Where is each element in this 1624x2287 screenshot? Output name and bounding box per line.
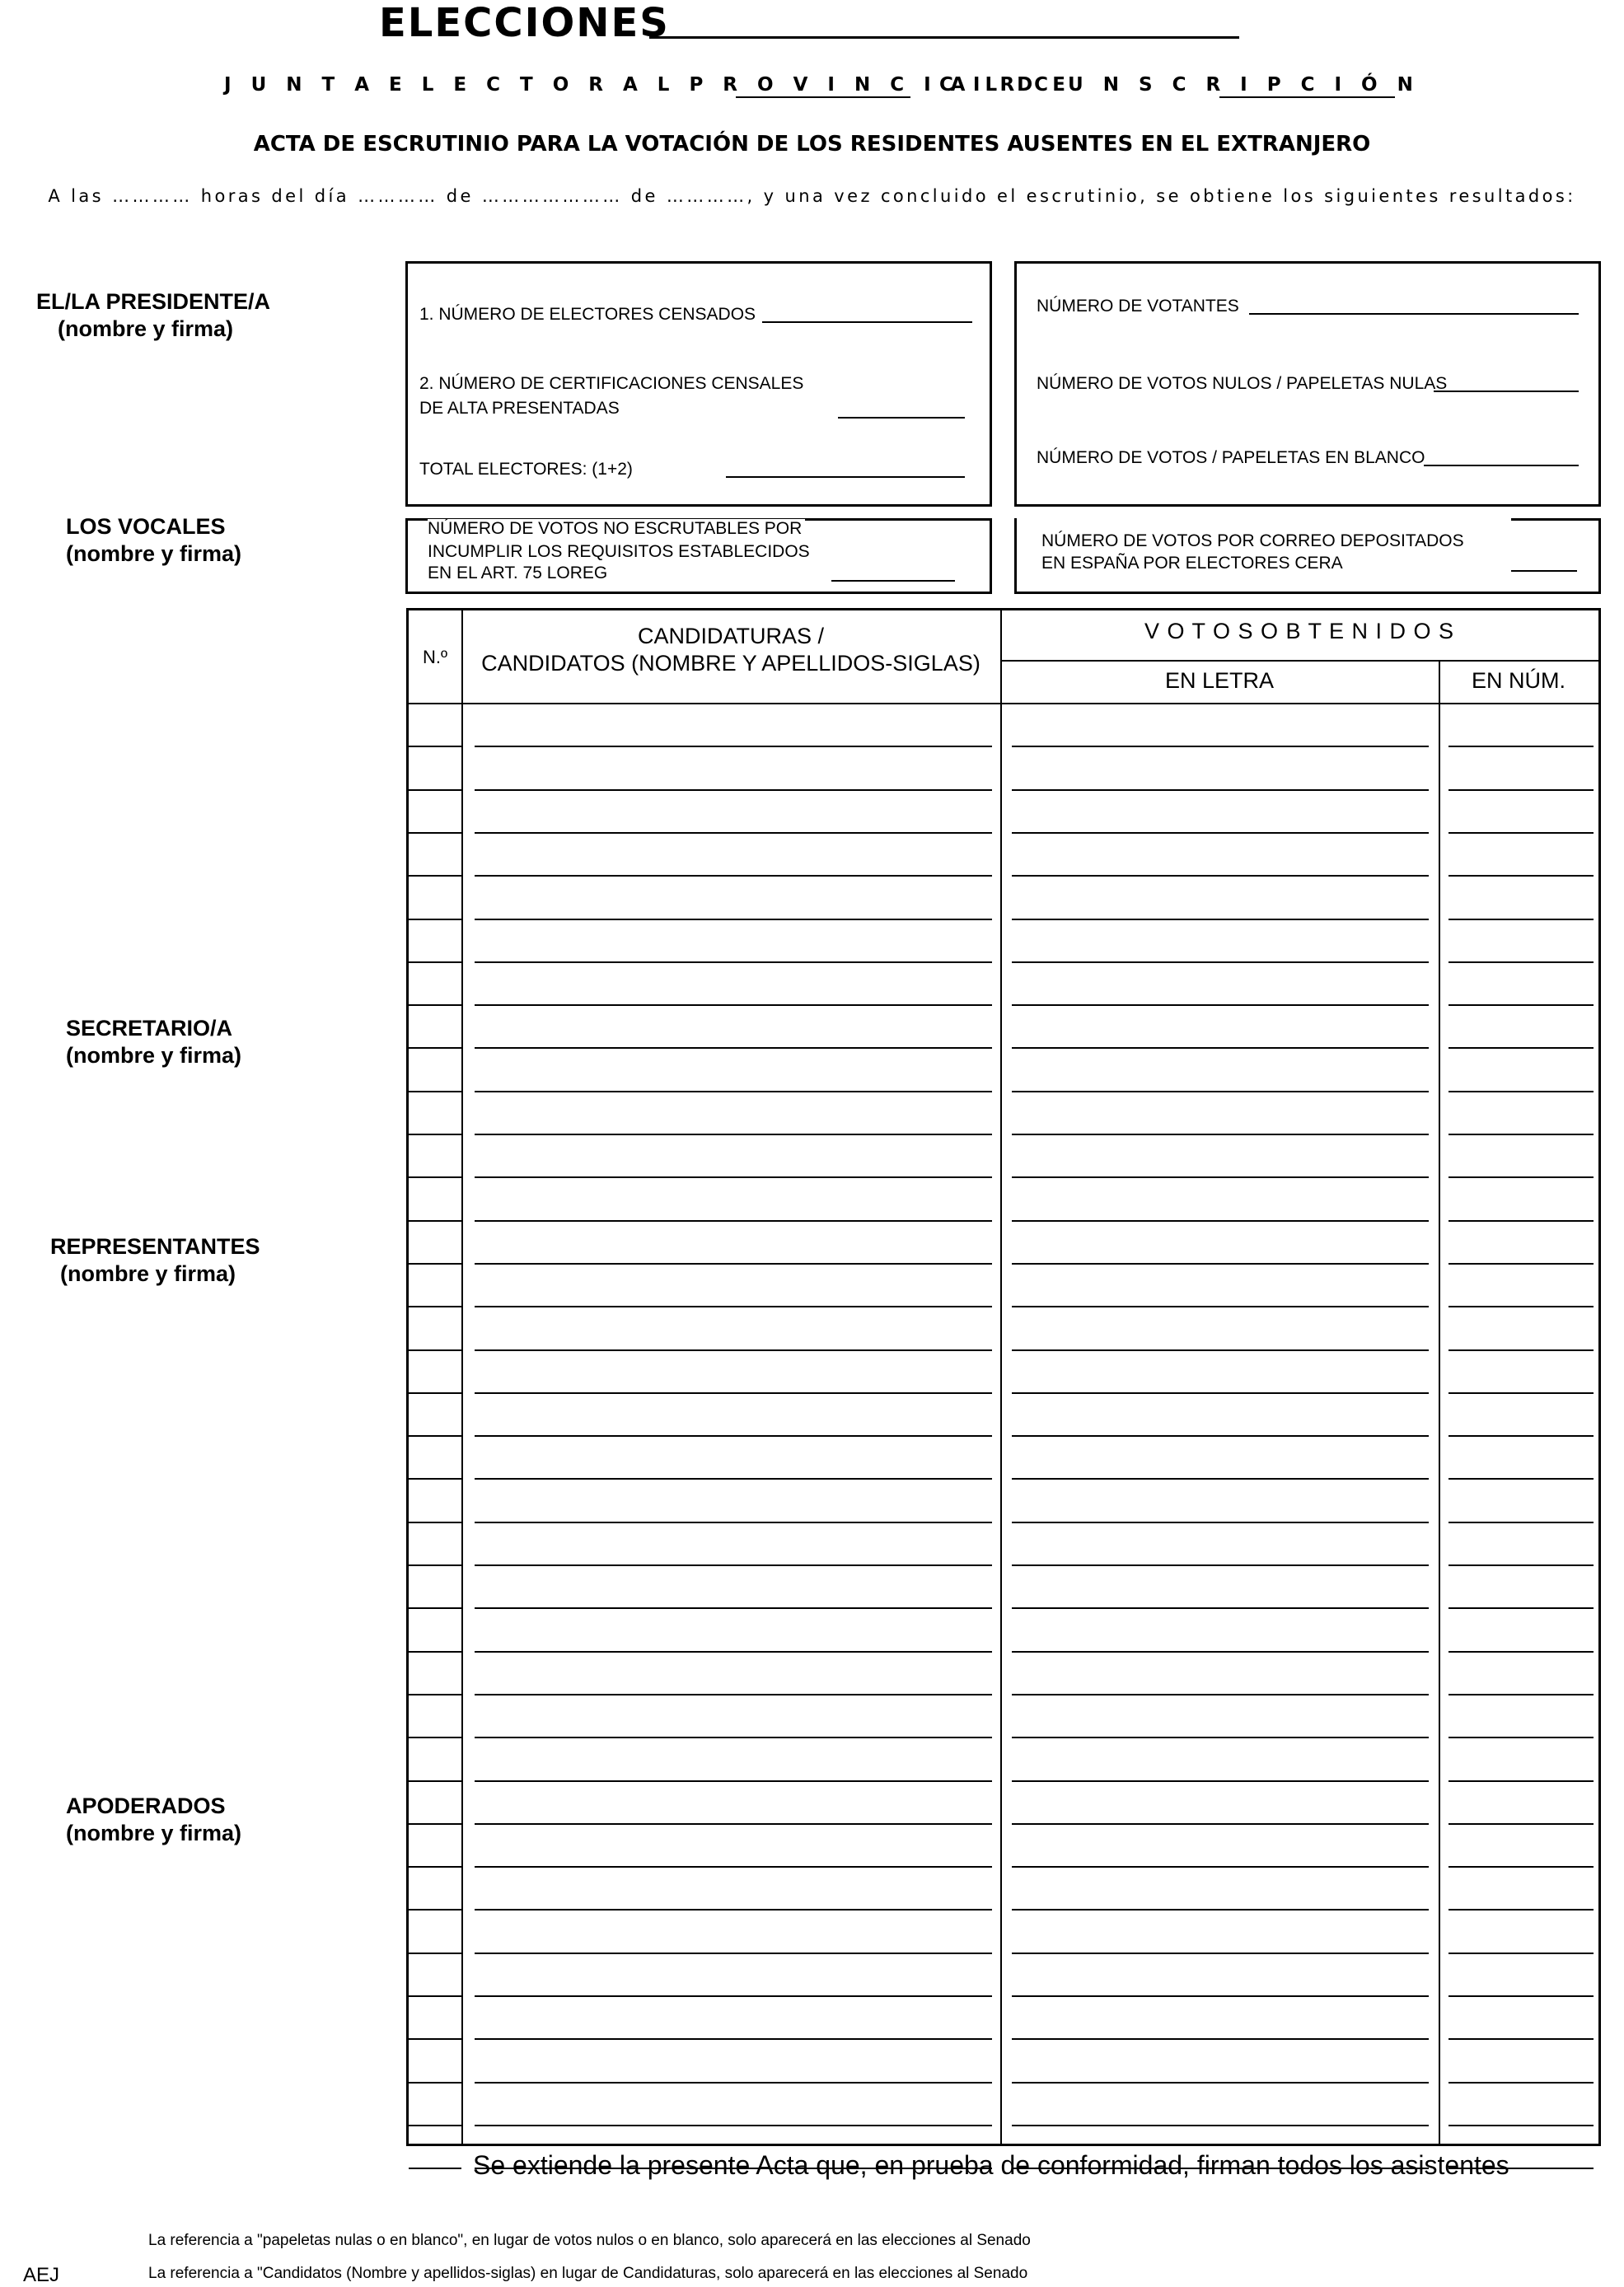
row-numero-line[interactable] — [1448, 2082, 1594, 2084]
row-candidatura-line[interactable] — [475, 1306, 992, 1307]
no-escrutables-label-2: INCUMPLIR LOS REQUISITOS ESTABLECIDOS — [428, 542, 810, 561]
row-letra-line[interactable] — [1012, 1435, 1429, 1437]
row-candidatura-line[interactable] — [475, 1176, 992, 1178]
row-candidatura-line[interactable] — [475, 1522, 992, 1523]
circunscripcion-blank[interactable] — [1219, 96, 1395, 98]
row-candidatura-line[interactable] — [475, 961, 992, 963]
row-candidatura-line[interactable] — [475, 1909, 992, 1911]
row-letra-line[interactable] — [1012, 1091, 1429, 1092]
row-numero-line[interactable] — [1448, 961, 1594, 963]
row-letra-line[interactable] — [1012, 1823, 1429, 1825]
row-candidatura-line[interactable] — [475, 1995, 992, 1997]
row-numero-line[interactable] — [1448, 1392, 1594, 1394]
correo-blank[interactable] — [1511, 570, 1577, 572]
row-letra-line[interactable] — [1012, 1176, 1429, 1178]
document-code: AEJ — [23, 2264, 60, 2286]
row-letra-line[interactable] — [1012, 1651, 1429, 1653]
row-candidatura-line[interactable] — [475, 2082, 992, 2084]
row-letra-line[interactable] — [1012, 746, 1429, 747]
row-candidatura-line[interactable] — [475, 1263, 992, 1265]
row-number-cell[interactable] — [409, 1737, 461, 1738]
row-candidatura-line[interactable] — [475, 1953, 992, 1954]
row-number-cell[interactable] — [409, 789, 461, 791]
row-number-cell[interactable] — [409, 1047, 461, 1049]
row-numero-line[interactable] — [1448, 2038, 1594, 2040]
row-letra-line[interactable] — [1012, 919, 1429, 920]
row-candidatura-line[interactable] — [475, 1780, 992, 1782]
row-numero-line[interactable] — [1448, 1953, 1594, 1954]
secretario-label: SECRETARIO/A — [66, 1016, 233, 1041]
electores-censados-blank[interactable] — [762, 321, 972, 323]
acta-title: ACTA DE ESCRUTINIO PARA LA VOTACIÓN DE LOS RESIDENTES AUSENTES EN EL EXTRANJERO — [253, 132, 1371, 157]
row-numero-line[interactable] — [1448, 832, 1594, 834]
note-papeletas: La referencia a "papeletas nulas o en blanco", en lugar de votos nulos o en blanco, solo aparecerá en las elecciones al Senado — [148, 2232, 1031, 2249]
junta-label: J U N T A E L E C T O R A L P R O V I N C I A L D E — [224, 74, 1072, 96]
votos-header-divider — [1000, 660, 1598, 662]
secretario-sub: (nombre y firma) — [66, 1043, 242, 1068]
row-candidatura-line[interactable] — [475, 2125, 992, 2126]
apoderados-label: APODERADOS — [66, 1794, 226, 1818]
electores-box — [405, 261, 992, 507]
row-numero-line[interactable] — [1448, 1176, 1594, 1178]
election-title: ELECCIONES — [379, 0, 670, 46]
votos-nulos-blank[interactable] — [1434, 391, 1579, 392]
row-number-cell[interactable] — [409, 746, 461, 747]
signature-secretario — [66, 1015, 241, 1069]
apoderados-sub: (nombre y firma) — [66, 1821, 242, 1845]
row-candidatura-line[interactable] — [475, 1823, 992, 1825]
row-letra-line[interactable] — [1012, 2038, 1429, 2040]
row-letra-line[interactable] — [1012, 1866, 1429, 1868]
row-number-cell[interactable] — [409, 1564, 461, 1566]
row-numero-line[interactable] — [1448, 1651, 1594, 1653]
row-candidatura-line[interactable] — [475, 1220, 992, 1222]
correo-label-1: NÚMERO DE VOTOS POR CORREO DEPOSITADOS — [1041, 531, 1464, 550]
row-number-cell[interactable] — [409, 1478, 461, 1480]
row-numero-line[interactable] — [1448, 1263, 1594, 1265]
row-numero-line[interactable] — [1448, 919, 1594, 920]
row-numero-line[interactable] — [1448, 1694, 1594, 1695]
votantes-label: NÚMERO DE VOTANTES — [1037, 297, 1239, 316]
certificaciones-label-1: 2. NÚMERO DE CERTIFICACIONES CENSALES — [419, 374, 804, 393]
row-number-cell[interactable] — [409, 1263, 461, 1265]
signature-vocales — [66, 513, 241, 568]
row-number-cell[interactable] — [409, 1995, 461, 1997]
election-title-blank[interactable] — [649, 36, 1239, 39]
col-header-cand-2: CANDIDATOS (NOMBRE Y APELLIDOS-SIGLAS) — [481, 651, 980, 676]
signature-presidente — [36, 288, 270, 343]
row-number-cell[interactable] — [409, 832, 461, 834]
row-letra-line[interactable] — [1012, 1220, 1429, 1222]
col-header-letra: EN LETRA — [1164, 668, 1275, 693]
row-numero-line[interactable] — [1448, 1780, 1594, 1782]
row-numero-line[interactable] — [1448, 1047, 1594, 1049]
results-table — [406, 608, 1601, 2146]
row-letra-line[interactable] — [1012, 875, 1429, 877]
intro-text: A las ………… horas del día ………… de ………………… de …………, y una vez concluido el escrutinio, se obtiene los siguientes resultados: — [48, 186, 1576, 206]
row-number-cell[interactable] — [409, 1176, 461, 1178]
row-numero-line[interactable] — [1448, 1737, 1594, 1738]
row-numero-line[interactable] — [1448, 746, 1594, 747]
col-header-votos: V O T O S O B T E N I D O S — [1144, 619, 1455, 643]
row-candidatura-line[interactable] — [475, 875, 992, 877]
presidente-label: EL/LA PRESIDENTE/A — [36, 289, 271, 314]
row-letra-line[interactable] — [1012, 789, 1429, 791]
correo-box-gap — [1017, 517, 1511, 524]
row-candidatura-line[interactable] — [475, 1694, 992, 1695]
row-candidatura-line[interactable] — [475, 1478, 992, 1480]
junta-blank[interactable] — [736, 96, 910, 98]
col-header-num: N.º — [422, 647, 448, 667]
presidente-sub: (nombre y firma) — [58, 316, 234, 341]
row-numero-line[interactable] — [1448, 1995, 1594, 1997]
total-electores-label: TOTAL ELECTORES: (1+2) — [419, 460, 633, 479]
row-numero-line[interactable] — [1448, 1134, 1594, 1135]
row-letra-line[interactable] — [1012, 832, 1429, 834]
votantes-blank[interactable] — [1249, 313, 1579, 315]
row-numero-line[interactable] — [1448, 1306, 1594, 1307]
row-number-cell[interactable] — [409, 1522, 461, 1523]
row-number-cell[interactable] — [409, 1220, 461, 1222]
row-number-cell[interactable] — [409, 1780, 461, 1782]
votantes-box — [1014, 261, 1601, 507]
row-number-cell[interactable] — [409, 1306, 461, 1307]
row-candidatura-line[interactable] — [475, 2038, 992, 2040]
row-letra-line[interactable] — [1012, 1909, 1429, 1911]
row-letra-line[interactable] — [1012, 1694, 1429, 1695]
row-number-cell[interactable] — [409, 1435, 461, 1437]
row-numero-line[interactable] — [1448, 1004, 1594, 1006]
row-numero-line[interactable] — [1448, 789, 1594, 791]
row-candidatura-line[interactable] — [475, 1435, 992, 1437]
total-electores-blank[interactable] — [726, 476, 965, 478]
votos-nulos-label: NÚMERO DE VOTOS NULOS / PAPELETAS NULAS — [1037, 374, 1448, 393]
row-number-cell[interactable] — [409, 2038, 461, 2040]
row-letra-line[interactable] — [1012, 1306, 1429, 1307]
row-letra-line[interactable] — [1012, 1564, 1429, 1566]
col-divider-cand — [1000, 610, 1002, 2144]
row-candidatura-line[interactable] — [475, 1651, 992, 1653]
row-letra-line[interactable] — [1012, 1349, 1429, 1351]
signature-apoderados — [66, 1793, 241, 1847]
electores-censados-label: 1. NÚMERO DE ELECTORES CENSADOS — [419, 305, 756, 324]
row-number-cell[interactable] — [409, 1823, 461, 1825]
row-letra-line[interactable] — [1012, 1478, 1429, 1480]
no-escrutables-label-1: NÚMERO DE VOTOS NO ESCRUTABLES POR — [428, 519, 805, 539]
row-number-cell[interactable] — [409, 1866, 461, 1868]
row-letra-line[interactable] — [1012, 1263, 1429, 1265]
row-numero-line[interactable] — [1448, 2125, 1594, 2126]
row-numero-line[interactable] — [1448, 1220, 1594, 1222]
certificaciones-label-2: DE ALTA PRESENTADAS — [419, 399, 620, 418]
correo-box — [1014, 518, 1601, 594]
row-number-cell[interactable] — [409, 2168, 461, 2169]
row-numero-line[interactable] — [1448, 875, 1594, 877]
row-letra-line[interactable] — [1012, 1047, 1429, 1049]
row-letra-line[interactable] — [1012, 2082, 1429, 2084]
row-numero-line[interactable] — [1448, 1478, 1594, 1480]
row-numero-line[interactable] — [1448, 1435, 1594, 1437]
row-number-cell[interactable] — [409, 2082, 461, 2084]
row-candidatura-line[interactable] — [475, 1134, 992, 1135]
row-candidatura-line[interactable] — [475, 746, 992, 747]
col-divider-num — [461, 610, 463, 2144]
col-divider-letra — [1439, 662, 1440, 2144]
note-candidatos: La referencia a "Candidatos (Nombre y apellidos-siglas) en lugar de Candidaturas, solo aparecerá en las elecciones al Senado — [148, 2265, 1028, 2282]
row-candidatura-line[interactable] — [475, 1392, 992, 1394]
row-candidatura-line[interactable] — [475, 832, 992, 834]
row-candidatura-line[interactable] — [475, 789, 992, 791]
no-escrutables-blank[interactable] — [831, 580, 955, 582]
representantes-label: REPRESENTANTES — [50, 1234, 260, 1259]
row-number-cell[interactable] — [409, 961, 461, 963]
row-number-cell[interactable] — [409, 1349, 461, 1351]
row-letra-line[interactable] — [1012, 1522, 1429, 1523]
row-letra-line[interactable] — [1012, 1780, 1429, 1782]
row-number-cell[interactable] — [409, 1651, 461, 1653]
row-numero-line[interactable] — [1448, 1866, 1594, 1868]
no-escrutables-label-3: EN EL ART. 75 LOREG — [428, 564, 608, 582]
row-candidatura-line[interactable] — [475, 1004, 992, 1006]
row-number-cell[interactable] — [409, 1953, 461, 1954]
row-letra-line[interactable] — [1012, 1134, 1429, 1135]
conformidad-text: Se extiende la presente Acta que, en prueba de conformidad, firman todos los asistentes — [473, 2150, 1509, 2180]
row-numero-line[interactable] — [1448, 1349, 1594, 1351]
representantes-sub: (nombre y firma) — [60, 1261, 236, 1286]
row-candidatura-line[interactable] — [475, 1737, 992, 1738]
row-numero-line[interactable] — [1448, 1522, 1594, 1523]
row-number-cell[interactable] — [409, 1392, 461, 1394]
row-numero-line[interactable] — [1448, 1909, 1594, 1911]
row-letra-line[interactable] — [1012, 2125, 1429, 2126]
no-escrutables-box — [405, 518, 992, 594]
row-number-cell[interactable] — [409, 875, 461, 877]
certificaciones-blank[interactable] — [838, 417, 965, 419]
row-letra-line[interactable] — [1012, 1995, 1429, 1997]
circunscripcion-label: C I R C U N S C R I P C I Ó N — [939, 74, 1420, 96]
row-letra-line[interactable] — [1012, 1953, 1429, 1954]
votos-blanco-blank[interactable] — [1424, 465, 1579, 466]
row-letra-line[interactable] — [1012, 961, 1429, 963]
row-candidatura-line[interactable] — [475, 1866, 992, 1868]
row-numero-line[interactable] — [1448, 1607, 1594, 1609]
vocales-sub: (nombre y firma) — [66, 541, 242, 566]
row-number-cell[interactable] — [409, 1909, 461, 1911]
row-number-cell[interactable] — [409, 919, 461, 920]
row-candidatura-line[interactable] — [475, 1091, 992, 1092]
row-number-cell[interactable] — [409, 1004, 461, 1006]
row-candidatura-line[interactable] — [475, 1564, 992, 1566]
row-number-cell[interactable] — [409, 1091, 461, 1092]
row-candidatura-line[interactable] — [475, 1047, 992, 1049]
row-numero-line[interactable] — [1448, 1091, 1594, 1092]
row-number-cell[interactable] — [409, 1694, 461, 1695]
row-number-cell[interactable] — [409, 1134, 461, 1135]
row-letra-line[interactable] — [1012, 1607, 1429, 1609]
col-header-cand-1: CANDIDATURAS / — [637, 624, 825, 648]
correo-label-2: EN ESPAÑA POR ELECTORES CERA — [1041, 554, 1343, 573]
vocales-label: LOS VOCALES — [66, 514, 226, 539]
row-letra-line[interactable] — [1012, 1004, 1429, 1006]
row-letra-line[interactable] — [1012, 1392, 1429, 1394]
row-numero-line[interactable] — [1448, 1823, 1594, 1825]
header-bottom-line — [409, 703, 1598, 704]
signature-representantes — [50, 1233, 260, 1288]
row-number-cell[interactable] — [409, 2125, 461, 2126]
row-letra-line[interactable] — [1012, 1737, 1429, 1738]
row-candidatura-line[interactable] — [475, 1607, 992, 1609]
row-candidatura-line[interactable] — [475, 1349, 992, 1351]
row-numero-line[interactable] — [1448, 1564, 1594, 1566]
votos-blanco-label: NÚMERO DE VOTOS / PAPELETAS EN BLANCO — [1037, 448, 1425, 467]
row-candidatura-line[interactable] — [475, 919, 992, 920]
col-header-numero: EN NÚM. — [1472, 668, 1565, 693]
row-number-cell[interactable] — [409, 1607, 461, 1609]
